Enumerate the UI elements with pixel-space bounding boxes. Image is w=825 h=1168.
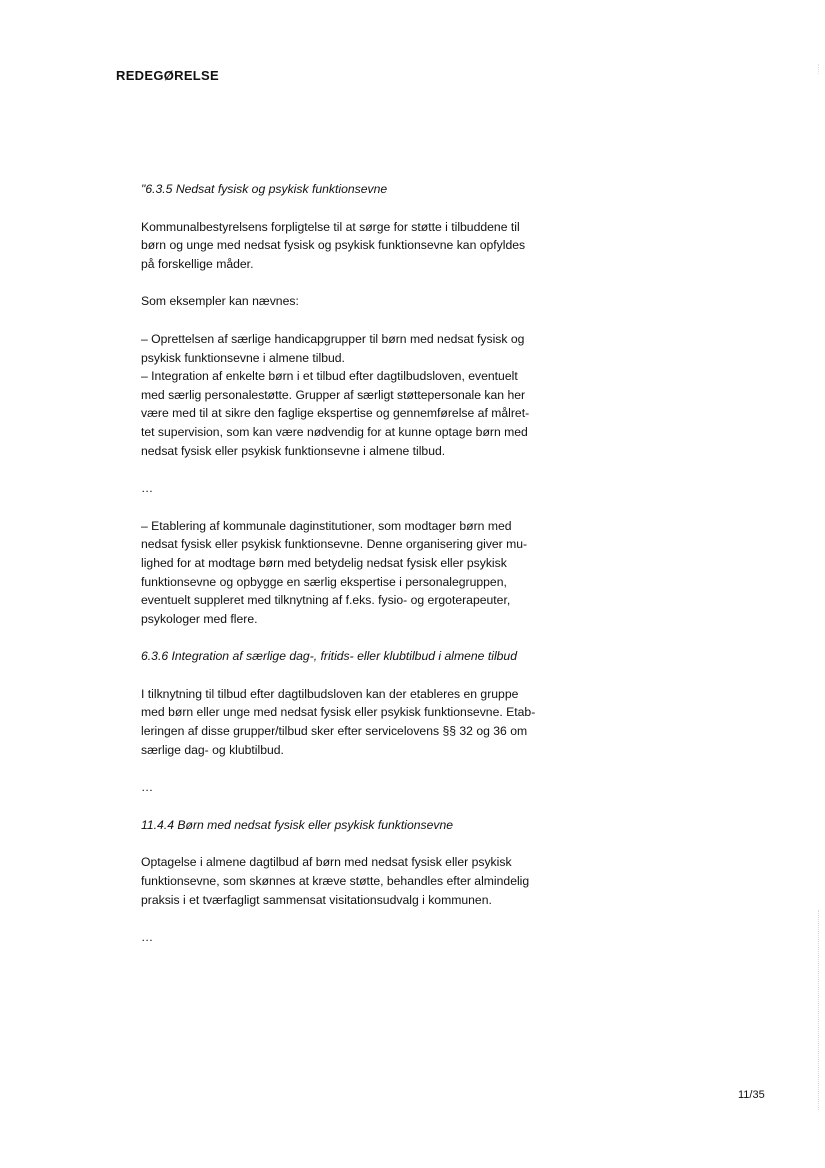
- ellipsis-1: …: [141, 481, 154, 496]
- ellipsis-3: …: [141, 930, 154, 945]
- page-number: 11/35: [738, 1089, 765, 1101]
- examples-list-2: – Etablering af kommunale daginstitutioner, som modtager børn med nedsat fysisk eller psykisk funktionsevne. Denne organisering giver mu- lighed for at modtage børn med betydelig nedsat fysisk eller psykisk funktionsevne og opbygge en særlig ekspertise i personalegruppen, eventuelt suppleret med tilknytning af f.eks. fysio- og ergoterapeuter, psykologer med flere.: [141, 518, 528, 626]
- paragraph-admission: Optagelse i almene dagtilbud af børn med nedsat fysisk eller psykisk funktionsevne, som skønnes at kræve støtte, behandles efter almindelig praksis i et tværfagligt sammensat visitationsudvalg i kommunen.: [141, 855, 530, 907]
- paragraph-examples-intro: Som eksempler kan nævnes:: [141, 294, 299, 309]
- examples-list-1: – Oprettelsen af særlige handicapgrupper til børn med nedsat fysisk og psykisk funktionsevne i almene tilbud. – Integration af enkelte børn i et tilbud efter dagtilbudsloven, eventuelt med særlig personalestøtte. Grupper af særligt støttepersonale kan her være med til at sikre den faglige ekspertise og gennemførelse af målret- tet supervision, som kan være nødvendig for at kunne optage børn med nedsat fysisk eller psykisk funktionsevne i almene tilbud.: [141, 331, 530, 458]
- section-heading-11-4-4: 11.4.4 Børn med nedsat fysisk eller psykisk funktionsevne: [141, 817, 454, 832]
- ellipsis-2: …: [141, 780, 154, 795]
- section-heading-6-3-6: 6.3.6 Integration af særlige dag-, fritids- eller klubtilbud i almene tilbud: [141, 649, 517, 664]
- document-header-title: REDEGØRELSE: [116, 68, 219, 83]
- scan-margin-mark-top: [818, 64, 821, 74]
- paragraph-obligation: Kommunalbestyrelsens forpligtelse til at sørge for støtte i tilbuddene til børn og unge med nedsat fysisk og psykisk funktionsevne kan opfyldes på forskellige måder.: [141, 219, 526, 271]
- section-heading-6-3-5: "6.3.5 Nedsat fysisk og psykisk funktionsevne: [141, 182, 388, 196]
- paragraph-integration: I tilknytning til tilbud efter dagtilbudsloven kan der etableres en gruppe med børn eller unge med nedsat fysisk eller psykisk funktionsevne. Etab- leringen af disse grupper/tilbud sker efter servicelovens §§ 32 og 36 om særlige dag- og klubtilbud.: [141, 686, 536, 757]
- document-body: [141, 180, 581, 947]
- scan-margin-marks: [818, 910, 821, 1110]
